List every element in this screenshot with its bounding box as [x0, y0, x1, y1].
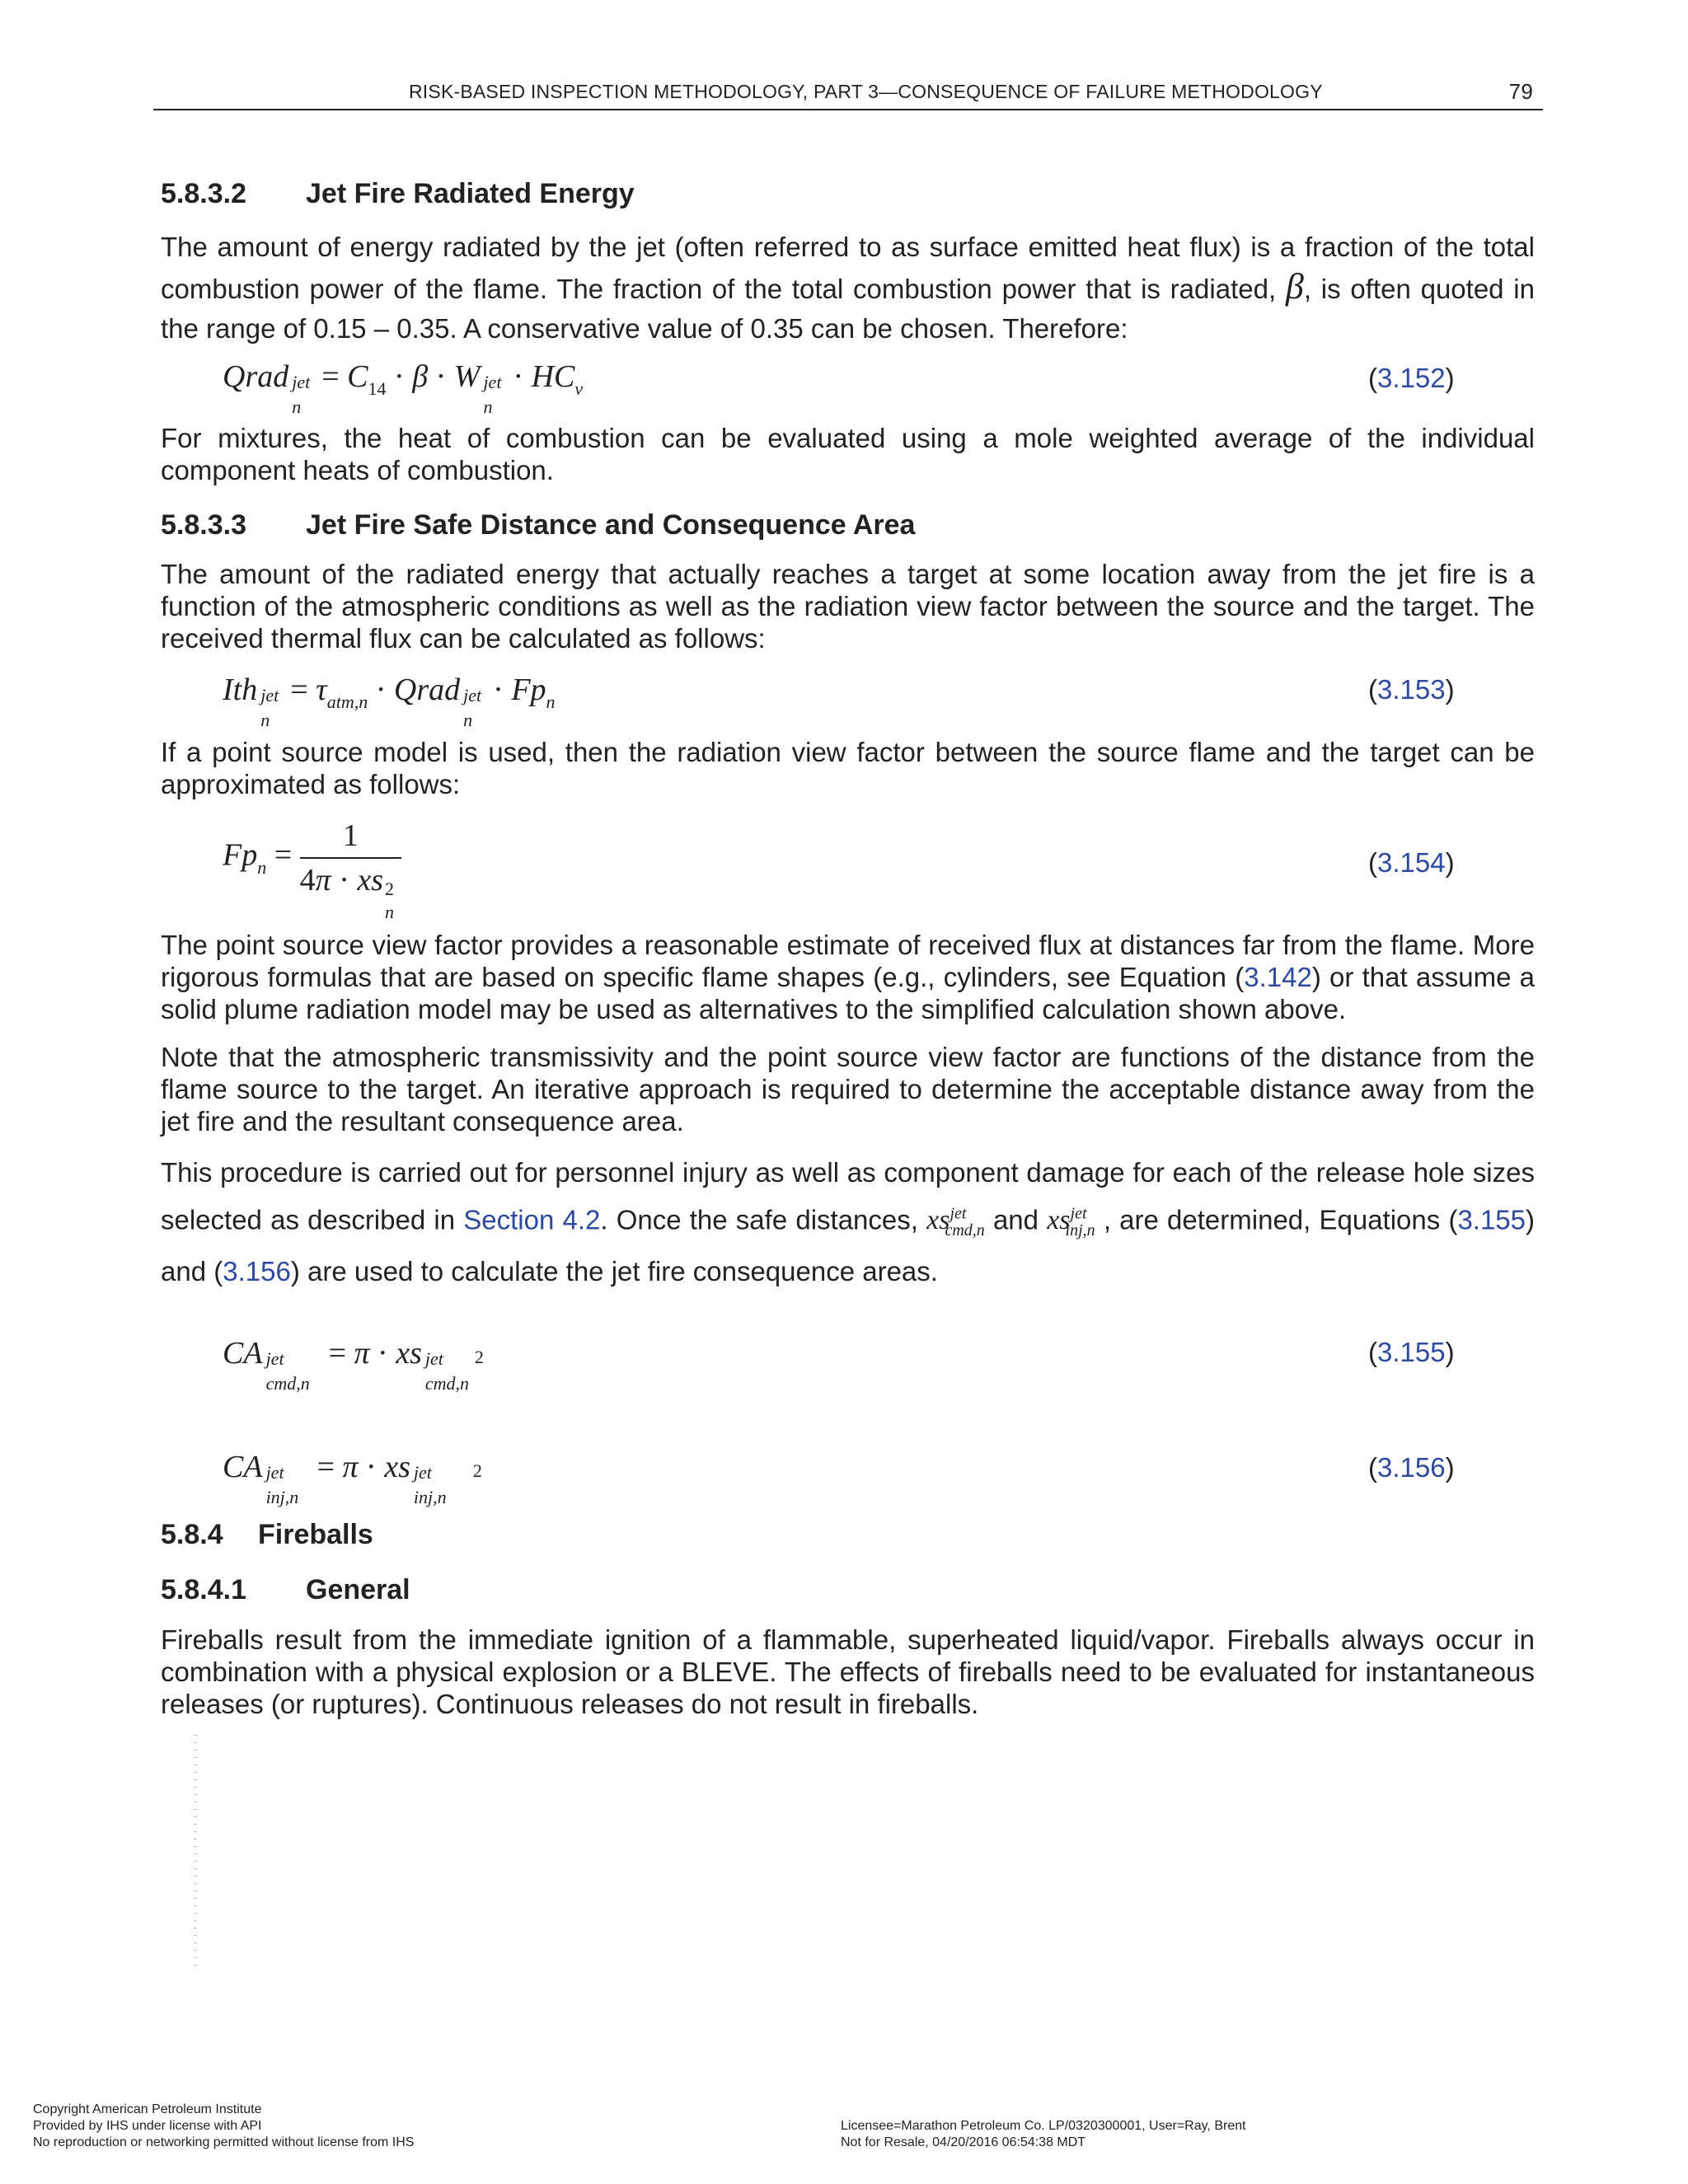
paragraph	[161, 227, 1535, 349]
section-title: Jet Fire Radiated Energy	[306, 178, 635, 209]
scan-artifact-dots	[194, 1735, 197, 1966]
text: ) are used to calculate the jet fire consequence areas.	[290, 1256, 938, 1287]
footer-right	[841, 2118, 1246, 2151]
equation-number: (3.152)	[1368, 363, 1455, 393]
equation-link[interactable]: 3.156	[223, 1256, 291, 1287]
xs-inj-symbol: $xs^{jet}_{inj,n}$	[1047, 1205, 1095, 1240]
section-link[interactable]: Section 4.2	[463, 1204, 601, 1235]
paragraph: If a point source model is used, then the radiation view factor between the source flame and the target can be approximated as follows:	[161, 737, 1535, 799]
section-title: Jet Fire Safe Distance and Consequence Area	[306, 509, 916, 541]
equation-3-156: CA jet inj,n = π · xs jet inj,n 2	[223, 1450, 482, 1507]
section-number: 5.8.3.2	[161, 178, 246, 209]
footer-line: Not for Resale, 04/20/2016 06:54:38 MDT	[841, 2135, 1086, 2149]
equation-link[interactable]: 3.142	[1244, 962, 1312, 992]
equation-3-155: CA jet cmd,n = π · xs jet cmd,n 2	[223, 1336, 484, 1394]
text: The point source view factor provides a reasonable estimate of received flux at distances far from the flame. More rigorous formulas that are based on specific flame shapes (e.g., cylinders, see Equation (	[161, 930, 1535, 992]
header-title: RISK-BASED INSPECTION METHODOLOGY, PART 3—CONSEQUENCE OF FAILURE METHODOLOGY	[409, 81, 1323, 102]
section-title: General	[306, 1574, 410, 1605]
paragraph: For mixtures, the heat of combustion can be evaluated using a mole weighted average of the individual component heats of combustion.	[161, 423, 1535, 485]
equation-link[interactable]: 3.155	[1457, 1204, 1526, 1235]
equation-number: (3.155)	[1368, 1337, 1455, 1367]
section-heading-5833	[161, 509, 915, 541]
equation-number-link[interactable]: 3.154	[1377, 847, 1446, 878]
equation-number: (3.156)	[1368, 1452, 1455, 1483]
equation-number-link[interactable]: 3.156	[1377, 1452, 1446, 1483]
paragraph	[161, 1152, 1535, 1292]
text: ) or that assume a solid plume radiation model may be used as alternatives to the simplified calculation shown above.	[161, 962, 1535, 1024]
section-title: Fireballs	[258, 1519, 373, 1550]
beta-symbol: β	[1285, 266, 1304, 307]
section-heading-584	[161, 1519, 373, 1551]
equation-number: (3.154)	[1368, 847, 1455, 878]
footer-left	[33, 2102, 414, 2151]
equation-number: (3.153)	[1368, 674, 1455, 705]
equation-3-152: Qrad jet n = $C_{14} \cdot \beta \cdot W$ jet n · $HC_v$	[223, 359, 584, 417]
running-header	[153, 79, 1543, 110]
fraction: 1 4π · xs 2 n	[300, 818, 401, 898]
equation-number-link[interactable]: 3.153	[1377, 674, 1446, 705]
section-heading-5832	[161, 178, 635, 210]
section-number: 5.8.4	[161, 1519, 223, 1550]
text: and	[992, 1204, 1039, 1235]
equation-3-153: Ith jet n = $\tau_{atm,n}$ · Qrad jet n · $Fp_n$	[223, 673, 556, 730]
xs-cmd-symbol: $xs^{jet}_{cmd,n}$	[926, 1205, 985, 1240]
text: ) and (	[161, 1204, 1536, 1287]
footer-line: Provided by IHS under license with API	[33, 2119, 262, 2133]
paragraph: Fireballs result from the immediate ignition of a flammable, superheated liquid/vapor. Fireballs always occur in combination with a physical explosion or a BLEVE. The effects of fireballs need to be evaluated for instantaneous releases (or ruptures). Continuous releases do not result in fireballs.	[161, 1624, 1535, 1719]
text: , are determined, Equations (	[1103, 1204, 1458, 1235]
equation-3-154: $Fp_n$ = 1 4π · xs 2 n	[223, 818, 401, 898]
footer-line: Licensee=Marathon Petroleum Co. LP/0320300001, User=Ray, Brent	[841, 2119, 1246, 2133]
page-number: 79	[1508, 79, 1533, 104]
text: This procedure is carried out for personnel injury as well as component damage for each of the release hole sizes selected as described in	[161, 1157, 1535, 1235]
section-number: 5.8.4.1	[161, 1574, 246, 1605]
text: . Once the safe distances,	[600, 1204, 927, 1235]
footer-line: Copyright American Petroleum Institute	[33, 2102, 262, 2116]
section-heading-5841	[161, 1574, 410, 1606]
text: , is often quoted in the range of 0.15 – 0.35. A conservative value of 0.35 can be chosen. Therefore:	[161, 274, 1535, 344]
footer-line: No reproduction or networking permitted without license from IHS	[33, 2135, 415, 2149]
equation-number-link[interactable]: 3.155	[1377, 1337, 1446, 1367]
section-number: 5.8.3.3	[161, 509, 246, 541]
text: The amount of energy radiated by the jet (often referred to as surface emitted heat flux) is a fraction of the total combustion power of the flame. The fraction of the total combustion power that is radiated,	[161, 232, 1535, 304]
paragraph	[161, 929, 1535, 1025]
equation-number-link[interactable]: 3.152	[1377, 363, 1446, 393]
paragraph: The amount of the radiated energy that actually reaches a target at some location away from the jet fire is a function of the atmospheric conditions as well as the radiation view factor between the source and the target. The received thermal flux can be calculated as follows:	[161, 559, 1535, 654]
paragraph: Note that the atmospheric transmissivity and the point source view factor are functions of the distance from the flame source to the target. An iterative approach is required to determine the acceptable distance away from the jet fire and the resultant consequence area.	[161, 1042, 1535, 1137]
